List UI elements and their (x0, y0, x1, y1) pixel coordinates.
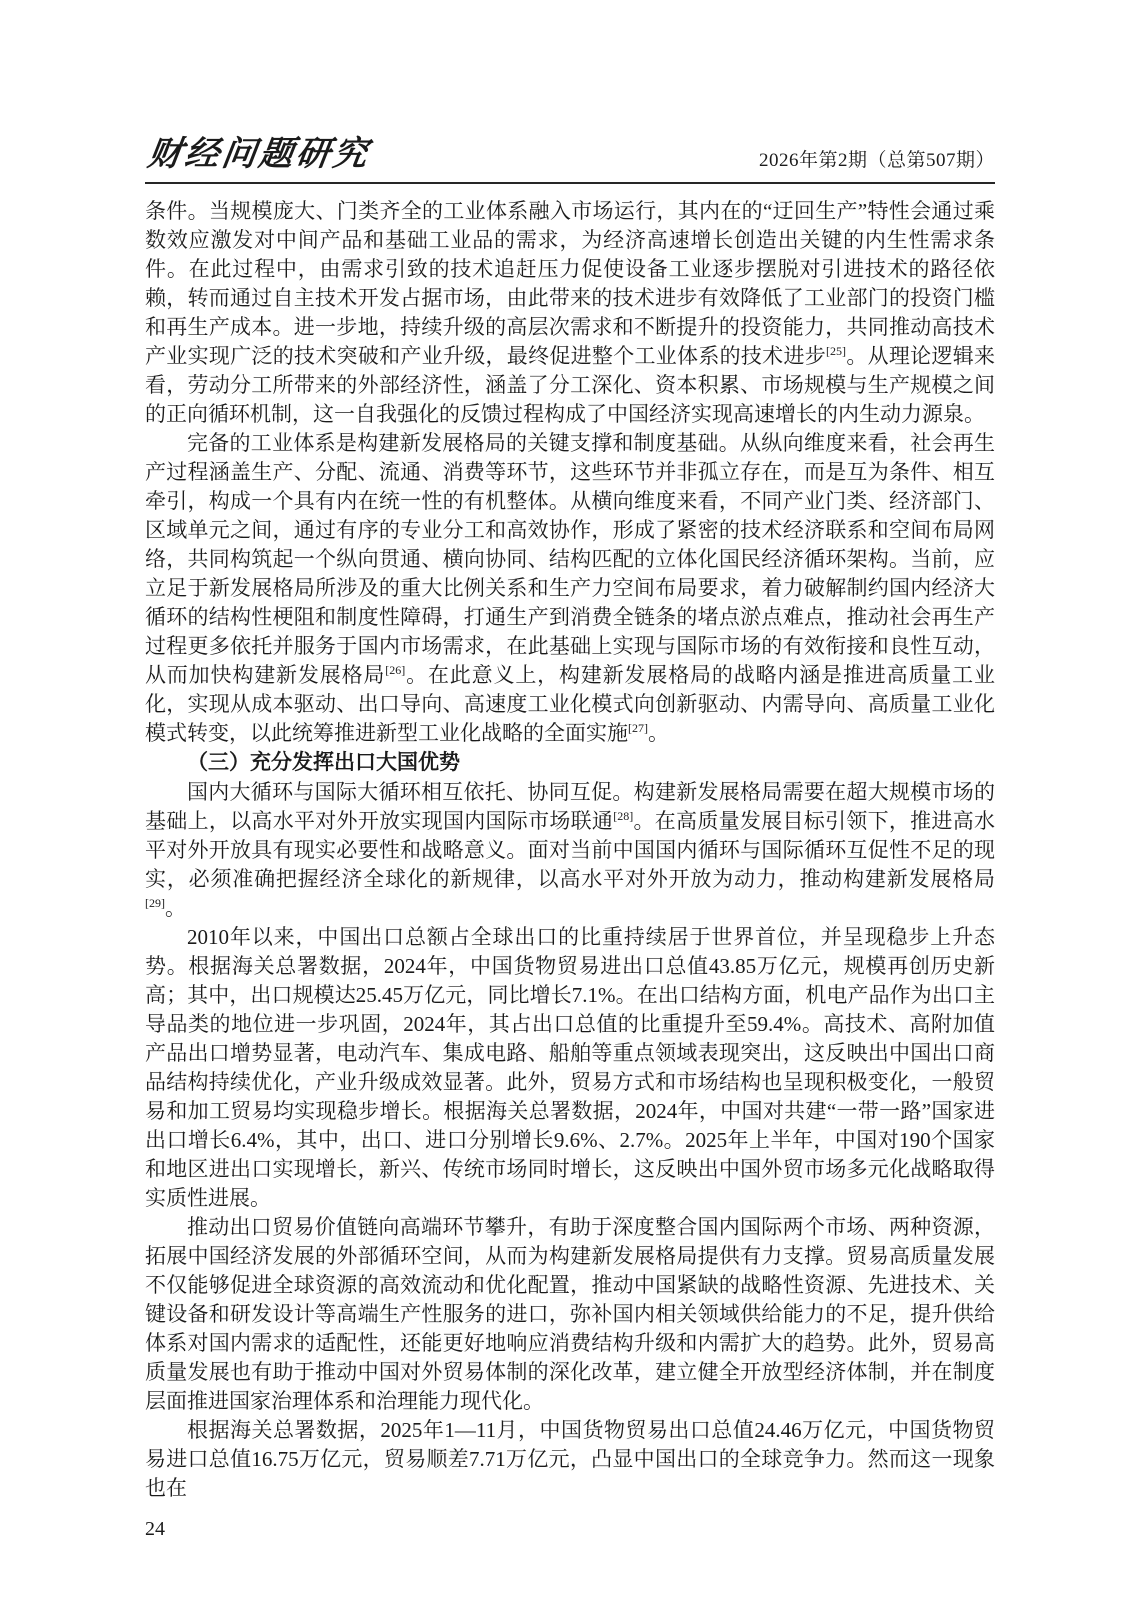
citation-ref: [29] (145, 896, 165, 910)
citation-ref: [27] (628, 721, 648, 735)
page-header (145, 130, 995, 176)
citation-ref: [25] (826, 344, 847, 358)
section-heading: （三）充分发挥出口大国优势 (187, 751, 460, 774)
paragraph: 2010年以来，中国出口总额占全球出口的比重持续居于世界首位，并呈现稳步上升态势。根据海关总署数据，2024年，中国货物贸易进出口总值43.85万亿元，规模再创历史新高；其中，出口规模达25.45万亿元，同比增长7.1%。在出口结构方面，机电产品作为出口主导品类的地位进一步巩固，2024年，其占出口总值的比重提升至59.4%。高技术、高附加值产品出口增势显著，电动汽车、集成电路、船舶等重点领域表现突出，这反映出中国出口商品结构持续优化，产业升级成效显著。此外，贸易方式和市场结构也呈现积极变化，一般贸易和加工贸易均实现稳步增长。根据海关总署数据，2024年，中国对共建“一带一路”国家进出口增长6.4%，其中，出口、进口分别增长9.6%、2.7%。2025年上半年，中国对190个国家和地区进出口实现增长，新兴、传统市场同时增长，这反映出中国外贸市场多元化战略取得实质性进展。 (145, 925, 995, 1210)
issue-info: 2026年第2期（总第507期） (758, 150, 995, 171)
citation-ref: [26] (385, 663, 406, 677)
article-body (145, 197, 995, 1503)
journal-page (145, 0, 995, 1541)
citation-ref: [28] (613, 809, 634, 823)
page-number: 24 (145, 1518, 165, 1540)
paragraph: 国内大循环与国际大循环相互依托、协同互促。构建新发展格局需要在超大规模市场的基础上，以高水平对外开放实现国内国际市场联通[28]。在高质量发展目标引领下，推进高水平对外开放具有现实必要性和战略意义。面对当前中国国内循环与国际循环互促性不足的现实，必须准确把握经济全球化的新规律，以高水平对外开放为动力，推动构建新发展格局[29]。 (145, 780, 995, 920)
paragraph: 推动出口贸易价值链向高端环节攀升，有助于深度整合国内国际两个市场、两种资源，拓展中国经济发展的外部循环空间，从而为构建新发展格局提供有力支撑。贸易高质量发展不仅能够促进全球资源的高效流动和优化配置，推动中国紧缺的战略性资源、先进技术、关键设备和研发设计等高端生产性服务的进口，弥补国内相关领域供给能力的不足，提升供给体系对国内需求的适配性，还能更好地响应消费结构升级和内需扩大的趋势。此外，贸易高质量发展也有助于推动中国对外贸易体制的深化改革，建立健全开放型经济体制，并在制度层面推进国家治理体系和治理能力现代化。 (145, 1215, 995, 1413)
journal-logo: 财经问题研究 (145, 136, 373, 173)
header-divider (145, 182, 995, 184)
paragraph: 条件。当规模庞大、门类齐全的工业体系融入市场运行，其内在的“迂回生产”特性会通过乘数效应激发对中间产品和基础工业品的需求，为经济高速增长创造出关键的内生性需求条件。在此过程中，由需求引致的技术追赶压力促使设备工业逐步摆脱对引进技术的路径依赖，转而通过自主技术开发占据市场，由此带来的技术进步有效降低了工业部门的投资门槛和再生产成本。进一步地，持续升级的高层次需求和不断提升的投资能力，共同推动高技术产业实现广泛的技术突破和产业升级，最终促进整个工业体系的技术进步[25]。从理论逻辑来看，劳动分工所带来的外部经济性，涵盖了分工深化、资本积累、市场规模与生产规模之间的正向循环机制，这一自我强化的反馈过程构成了中国经济实现高速增长的内生动力源泉。 (145, 199, 996, 426)
paragraph: 完备的工业体系是构建新发展格局的关键支撑和制度基础。从纵向维度来看，社会再生产过程涵盖生产、分配、流通、消费等环节，这些环节并非孤立存在，而是互为条件、相互牵引，构成一个具有内在统一性的有机整体。从横向维度来看，不同产业门类、经济部门、区域单元之间，通过有序的专业分工和高效协作，形成了紧密的技术经济联系和空间布局网络，共同构筑起一个纵向贯通、横向协同、结构匹配的立体化国民经济循环架构。当前，应立足于新发展格局所涉及的重大比例关系和生产力空间布局要求，着力破解制约国内经济大循环的结构性梗阻和制度性障碍，打通生产到消费全链条的堵点淤点难点，推动社会再生产过程更多依托并服务于国内市场需求，在此基础上实现与国际市场的有效衔接和良性互动，从而加快构建新发展格局[26]。在此意义上，构建新发展格局的战略内涵是推进高质量工业化，实现从成本驱动、出口导向、高速度工业化模式向创新驱动、内需导向、高质量工业化模式转变，以此统筹推进新型工业化战略的全面实施[27]。 (145, 431, 995, 745)
paragraph: 根据海关总署数据，2025年1—11月，中国货物贸易出口总值24.46万亿元，中国货物贸易进口总值16.75万亿元，贸易顺差7.71万亿元，凸显中国出口的全球竞争力。然而这一现象也在 (145, 1418, 995, 1500)
